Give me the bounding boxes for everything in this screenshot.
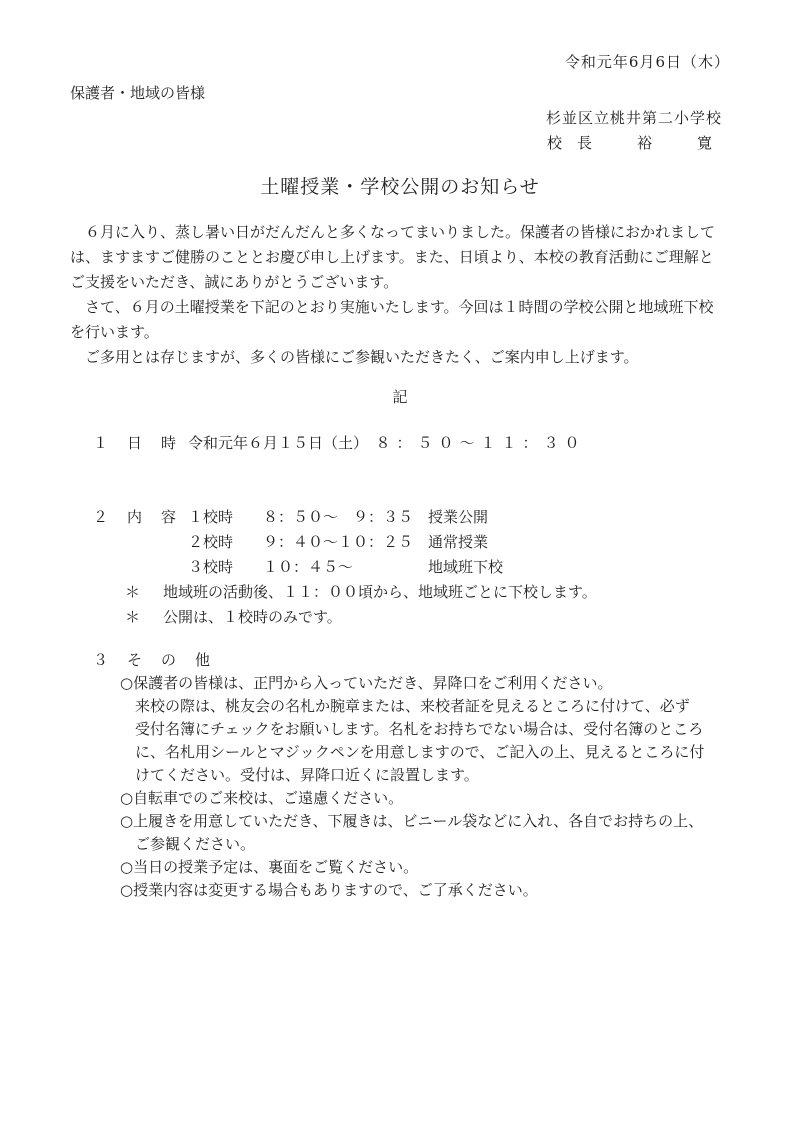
intro-line-6: ご多用とは存じますが、多くの皆様にご参観いただきたく、ご案内申し上げます。 [70, 348, 639, 366]
section-content [70, 505, 730, 580]
bullet-line-6: ○自転車でのご来校は、ご遠慮ください。 [120, 789, 404, 807]
schedule-row-1: １校時 ８：５０～ ９：３５ 授業公開 [188, 508, 489, 526]
bullet-line-8: ご参観ください。 [120, 835, 256, 853]
bullet-line-2: 来校の際は、桃友会の名札か腕章または、来校者証を見えるところに付けて、必ず [120, 697, 690, 715]
intro-paragraphs [70, 220, 730, 370]
schedule-row-3: ３校時 １０：４５～ 地域班下校 [188, 558, 504, 576]
section-1-marker: １ 日 時 [93, 434, 179, 452]
addressee: 保護者・地域の皆様 [70, 84, 206, 102]
school-name: 杉並区立桃井第二小学校 [545, 109, 722, 127]
intro-line-3: ご支援をいただき、誠にありがとうございます。 [70, 273, 399, 291]
schedule-note-2-text: 公開は、１校時のみです。 [163, 608, 342, 626]
bullet-line-7: ○上履きを用意していただき、下履きは、ビニール袋などに入れ、各自でお持ちの上、 [120, 812, 704, 830]
schedule-note-1-text: 地域班の活動後、１１：００頃から、地域班ごとに下校します。 [163, 583, 597, 601]
issue-date: 令和元年6月6日（木） [564, 53, 730, 71]
intro-line-4: さて、６月の土曜授業を下記のとおり実施いたします。今回は１時間の学校公開と地域班下校 [70, 298, 714, 316]
bullet-line-9: ○当日の授業予定は、裏面をご覧ください。 [120, 858, 419, 876]
bullet-line-5: けてください。受付は、昇降口近くに設置します。 [120, 766, 479, 784]
intro-line-1: ６月に入り、蒸し暑い日がだんだんと多くなってまいりました。保護者の皆様におかれまして [70, 223, 716, 241]
schedule-row-2: ２校時 ９：４０～１０：２５ 通常授業 [188, 533, 489, 551]
section-date-time [70, 431, 730, 456]
section-other [70, 648, 730, 902]
bullet-line-3: 受付名簿にチェックをお願いします。名札をお持ちでない場合は、受付名簿のところ [120, 720, 704, 738]
principal-name: 校 長 裕 寛 [546, 134, 712, 152]
asterisk-marker: ＊ [125, 608, 141, 626]
intro-line-2: は、ますますご健勝のこととお慶び申し上げます。また、日頃より、本校の教育活動にご理解と [70, 248, 714, 266]
section-2-marker: ２ 内 容 [93, 508, 179, 526]
schedule-note-1 [70, 580, 730, 605]
event-date: 令和元年６月１５日（土） [188, 434, 376, 452]
schedule-note-2 [70, 605, 730, 630]
intro-line-5: を行います。 [70, 323, 159, 341]
bullet-line-1: ○保護者の皆様は、正門から入っていただき、昇降口をご利用ください。 [120, 674, 613, 692]
section-3-marker: ３ そ の 他 [93, 651, 213, 669]
bullet-line-10: ○授業内容は変更する場合もありますので、ご了承ください。 [120, 881, 538, 899]
bullet-line-4: に、名札用シールとマジックペンを用意しますので、ご記入の上、見えるところに付 [120, 743, 705, 761]
document-title: 土曜授業・学校公開のお知らせ [260, 176, 540, 198]
ki-marker: 記 [392, 388, 408, 406]
other-notes-list [70, 672, 730, 902]
event-datetime [188, 431, 730, 456]
schedule-table [188, 505, 730, 580]
event-time: ８：５０～１１：３０ [375, 434, 586, 452]
asterisk-marker: ＊ [125, 583, 141, 601]
